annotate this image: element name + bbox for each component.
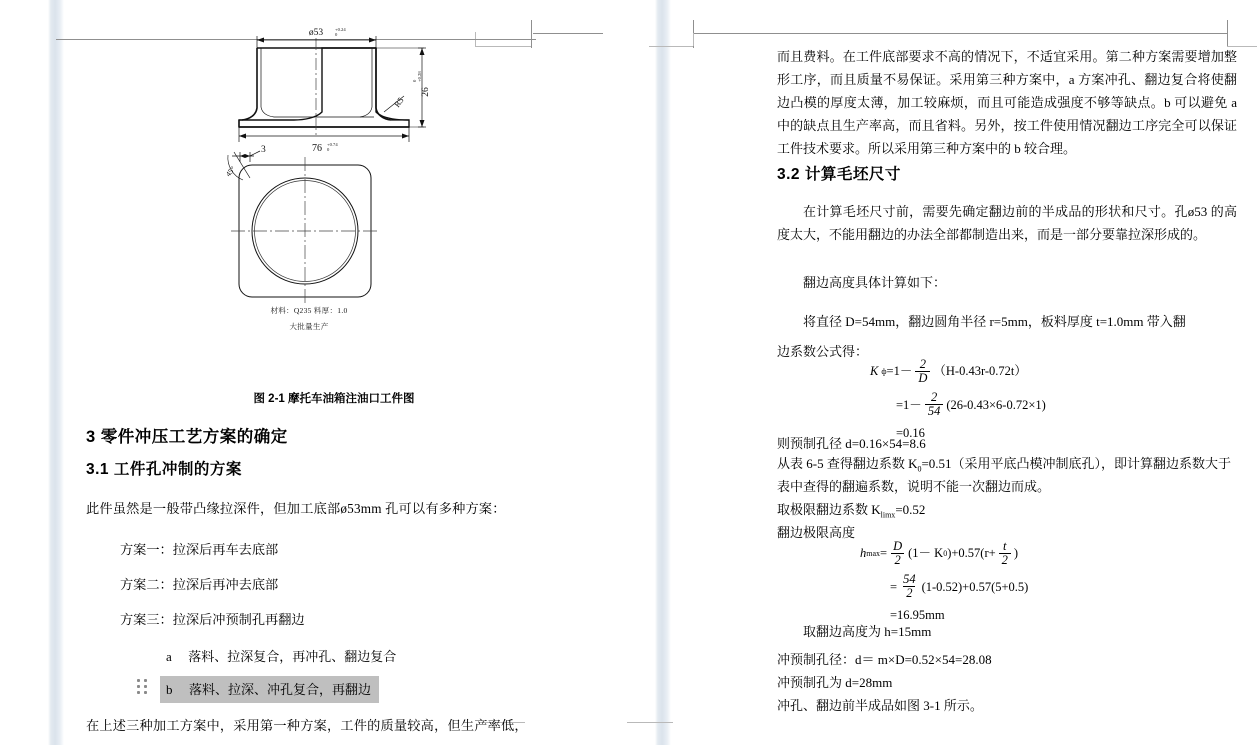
dim-chamfer-angle: 45° xyxy=(223,164,238,179)
equation-2-line-2 xyxy=(890,573,1257,600)
sub-option-b-highlight[interactable] xyxy=(160,676,379,703)
scheme-item-3: 方案三：拉深后冲预制孔再翻边 xyxy=(120,612,305,627)
equation-1-line-2 xyxy=(896,391,1257,418)
eq1-lhs-sub: ф xyxy=(881,366,887,376)
eq1-fraction-1 xyxy=(915,358,930,385)
dim-height-tol-upper: +0.28 xyxy=(417,71,422,82)
figure-caption: 图 2-1 摩托车油箱注油口工件图 xyxy=(253,393,415,405)
eq1-line2-prefix: =1－ xyxy=(896,397,922,412)
eq2-fraction-1 xyxy=(890,540,905,567)
page-gutter-middle xyxy=(655,0,671,745)
dim-height: 26 xyxy=(421,87,431,97)
eq1-frac1-num: 2 xyxy=(919,357,926,371)
right-paragraph-5-line2: 表中查得的翻遍系数，说明不能一次翻边而成。 xyxy=(777,479,1051,494)
sub-option-b-text: 落料、拉深、冲孔复合，再翻边 xyxy=(188,682,371,697)
right-final-line-2: 冲预制孔为 d=28mm xyxy=(777,675,893,690)
eq1-frac2-num: 2 xyxy=(930,390,938,405)
right-paragraph-1 xyxy=(777,200,1237,246)
eq2-line2-rest: (1-0.52)+0.57(5+0.5) xyxy=(921,579,1029,594)
crop-mark-right-top-h2 xyxy=(649,46,693,47)
eq2-frac2-den: 2 xyxy=(903,586,915,600)
figure-production-note: 大批量生产 xyxy=(289,322,329,331)
p5-part1: 从表 6-5 查得翻边系数 K xyxy=(777,456,918,471)
page-gutter-left xyxy=(48,0,64,745)
drag-handle-dots[interactable] xyxy=(137,679,148,696)
drag-dot xyxy=(144,685,147,688)
heading-3-2: 3.2 计算毛坯尺寸 xyxy=(777,166,901,183)
eq2-frac1-den: 2 xyxy=(891,553,903,567)
eq1-frac1-den: D xyxy=(915,371,930,385)
p5-sub: 0 xyxy=(917,464,922,474)
dim-flange-tol-lower: 0 xyxy=(327,147,330,152)
scheme-item-2: 方案二：拉深后再冲去底部 xyxy=(120,577,279,592)
eq2-mid: (1－ K xyxy=(908,546,944,561)
intro-paragraph: 此件虽然是一般带凸缘拉深件，但加工底部ø53mm 孔可以有多种方案： xyxy=(86,501,506,516)
sub-option-b-tag: b xyxy=(166,682,173,697)
eq1-lhs: K xyxy=(870,364,879,379)
eq1-frac2-den: 54 xyxy=(925,404,944,418)
drag-dot xyxy=(137,691,140,694)
dim-top-diameter: ø53 xyxy=(308,28,324,38)
sub-option-a-tag: a xyxy=(166,649,172,664)
eq1-prefix: =1－ xyxy=(886,364,913,379)
heading-3: 3 零件冲压工艺方案的确定 xyxy=(86,428,288,446)
right-final-line-3: 冲孔、翻边前半成品如图 3-1 所示。 xyxy=(777,698,983,713)
equation-1 xyxy=(870,358,1257,439)
eq2-eq: = xyxy=(880,546,888,561)
dim-flange-width: 76 xyxy=(312,143,322,154)
dim-flange-tol-upper: +0.74 xyxy=(327,142,338,147)
right-result-1: 则预制孔径 d=0.16×54=8.6 xyxy=(777,436,926,451)
crop-mark-right-bottom xyxy=(627,722,673,723)
right-final-line-1: 冲预制孔径：d＝ m×D=0.52×54=28.08 xyxy=(777,652,992,667)
dim-corner-radius: R5 xyxy=(391,95,406,110)
right-paragraph-2: 翻边高度具体计算如下： xyxy=(803,275,947,290)
crop-mark-right-top-v2 xyxy=(693,33,694,46)
dim-chamfer: 3 xyxy=(261,145,266,155)
eq2-lhs-sub: max xyxy=(866,548,881,558)
crop-mark-right-top-right-v xyxy=(1227,20,1228,46)
equation-2 xyxy=(860,540,1257,621)
equation-2-line-1 xyxy=(860,540,1257,567)
dim-height-tol-lower: 0 xyxy=(412,79,417,82)
eq2-mid2: )+0.57(r+ xyxy=(947,546,996,561)
sub-option-a xyxy=(166,646,396,666)
eq2-lhs: h xyxy=(860,546,867,561)
eq2-mid-sub: 0 xyxy=(943,548,948,558)
eq1-suffix: （H-0.43r-0.72t） xyxy=(933,364,1027,379)
page-left[interactable] xyxy=(64,0,655,745)
sub-option-b[interactable] xyxy=(160,676,379,703)
right-paragraph-3: 将直径 D=54mm，翻边圆角半径 r=5mm，板料厚度 t=1.0mm 带入翻 xyxy=(803,314,1186,329)
dim-top-diameter-tol-upper: +0.24 xyxy=(335,27,346,32)
eq2-line2-eq: = xyxy=(890,579,898,594)
eq2-fraction-2 xyxy=(900,573,919,600)
eq1-fraction-2 xyxy=(925,391,944,418)
drag-dot xyxy=(137,679,140,682)
limit-coeff-label: 取极限翻边系数 K xyxy=(777,502,881,517)
drag-dot xyxy=(144,679,147,682)
trailing-paragraph: 在上述三种加工方案中，采用第一种方案，工件的质量较高，但生产率低， xyxy=(86,718,528,733)
equation-1-line-3: =0.16 xyxy=(896,425,925,440)
equation-1-line-1 xyxy=(870,358,1257,385)
eq2-frac2-num: 54 xyxy=(903,572,916,587)
drag-dot xyxy=(137,685,140,688)
eq2-fract-num: t xyxy=(1003,539,1007,553)
sub-option-a-text: 落料、拉深复合，再冲孔、翻边复合 xyxy=(188,649,397,664)
limit-coeff-value: =0.52 xyxy=(895,502,926,517)
right-paragraph-1-text: 在计算毛坯尺寸前，需要先确定翻边前的半成品的形状和尺寸。孔ø53 的高度太大，不能用翻边的办法全部都制造出来，而是一部分要靠拉深形成的。 xyxy=(777,204,1237,242)
technical-drawing-figure xyxy=(64,0,655,350)
right-paragraph-4: 边系数公式得： xyxy=(777,344,869,359)
p5-rest: =0.51（采用平底凸模冲制底孔），即计算翻边系数大于 xyxy=(921,456,1232,471)
figure-material-note: 材料：Q235 料厚：1.0 xyxy=(270,306,348,315)
eq1-line2-suffix: (26-0.43×6-0.72×1) xyxy=(946,397,1046,412)
scheme-item-1: 方案一：拉深后再车去底部 xyxy=(120,542,279,557)
right-limit-height-label: 翻边极限高度 xyxy=(777,525,856,540)
right-take-height: 取翻边高度为 h=15mm xyxy=(803,624,932,639)
crop-mark-right-top-h xyxy=(693,33,1227,34)
heading-3-1: 3.1 工件孔冲制的方案 xyxy=(86,461,242,478)
limit-coeff-sub: limx xyxy=(880,510,896,520)
drag-dot xyxy=(144,691,147,694)
eq2-fraction-t xyxy=(999,540,1011,567)
eq2-end: ) xyxy=(1013,546,1019,561)
eq2-frac1-num: D xyxy=(893,539,903,553)
dim-top-diameter-tol-lower: 0 xyxy=(335,32,338,37)
eq2-fract-den: 2 xyxy=(999,553,1011,567)
continuation-paragraph-text: 而且费料。在工件底部要求不高的情况下，不适宜采用。第二种方案需要增加整形工序，而且质量不易保证。采用第三种方案中，a 方案冲孔、翻边复合将使翻边凸模的厚度太薄，加工较麻烦，而且可能造成强度不够等缺点。b 可以避免 a 中的缺点且生产率高，而且省料。另外，按工件使用情况翻边工序完全可以保证工件技术要求。所以采用第三种方案中的 b 较合理。 xyxy=(777,49,1237,156)
right-continuation-paragraph xyxy=(777,45,1237,160)
equation-2-line-3: =16.95mm xyxy=(890,607,945,622)
